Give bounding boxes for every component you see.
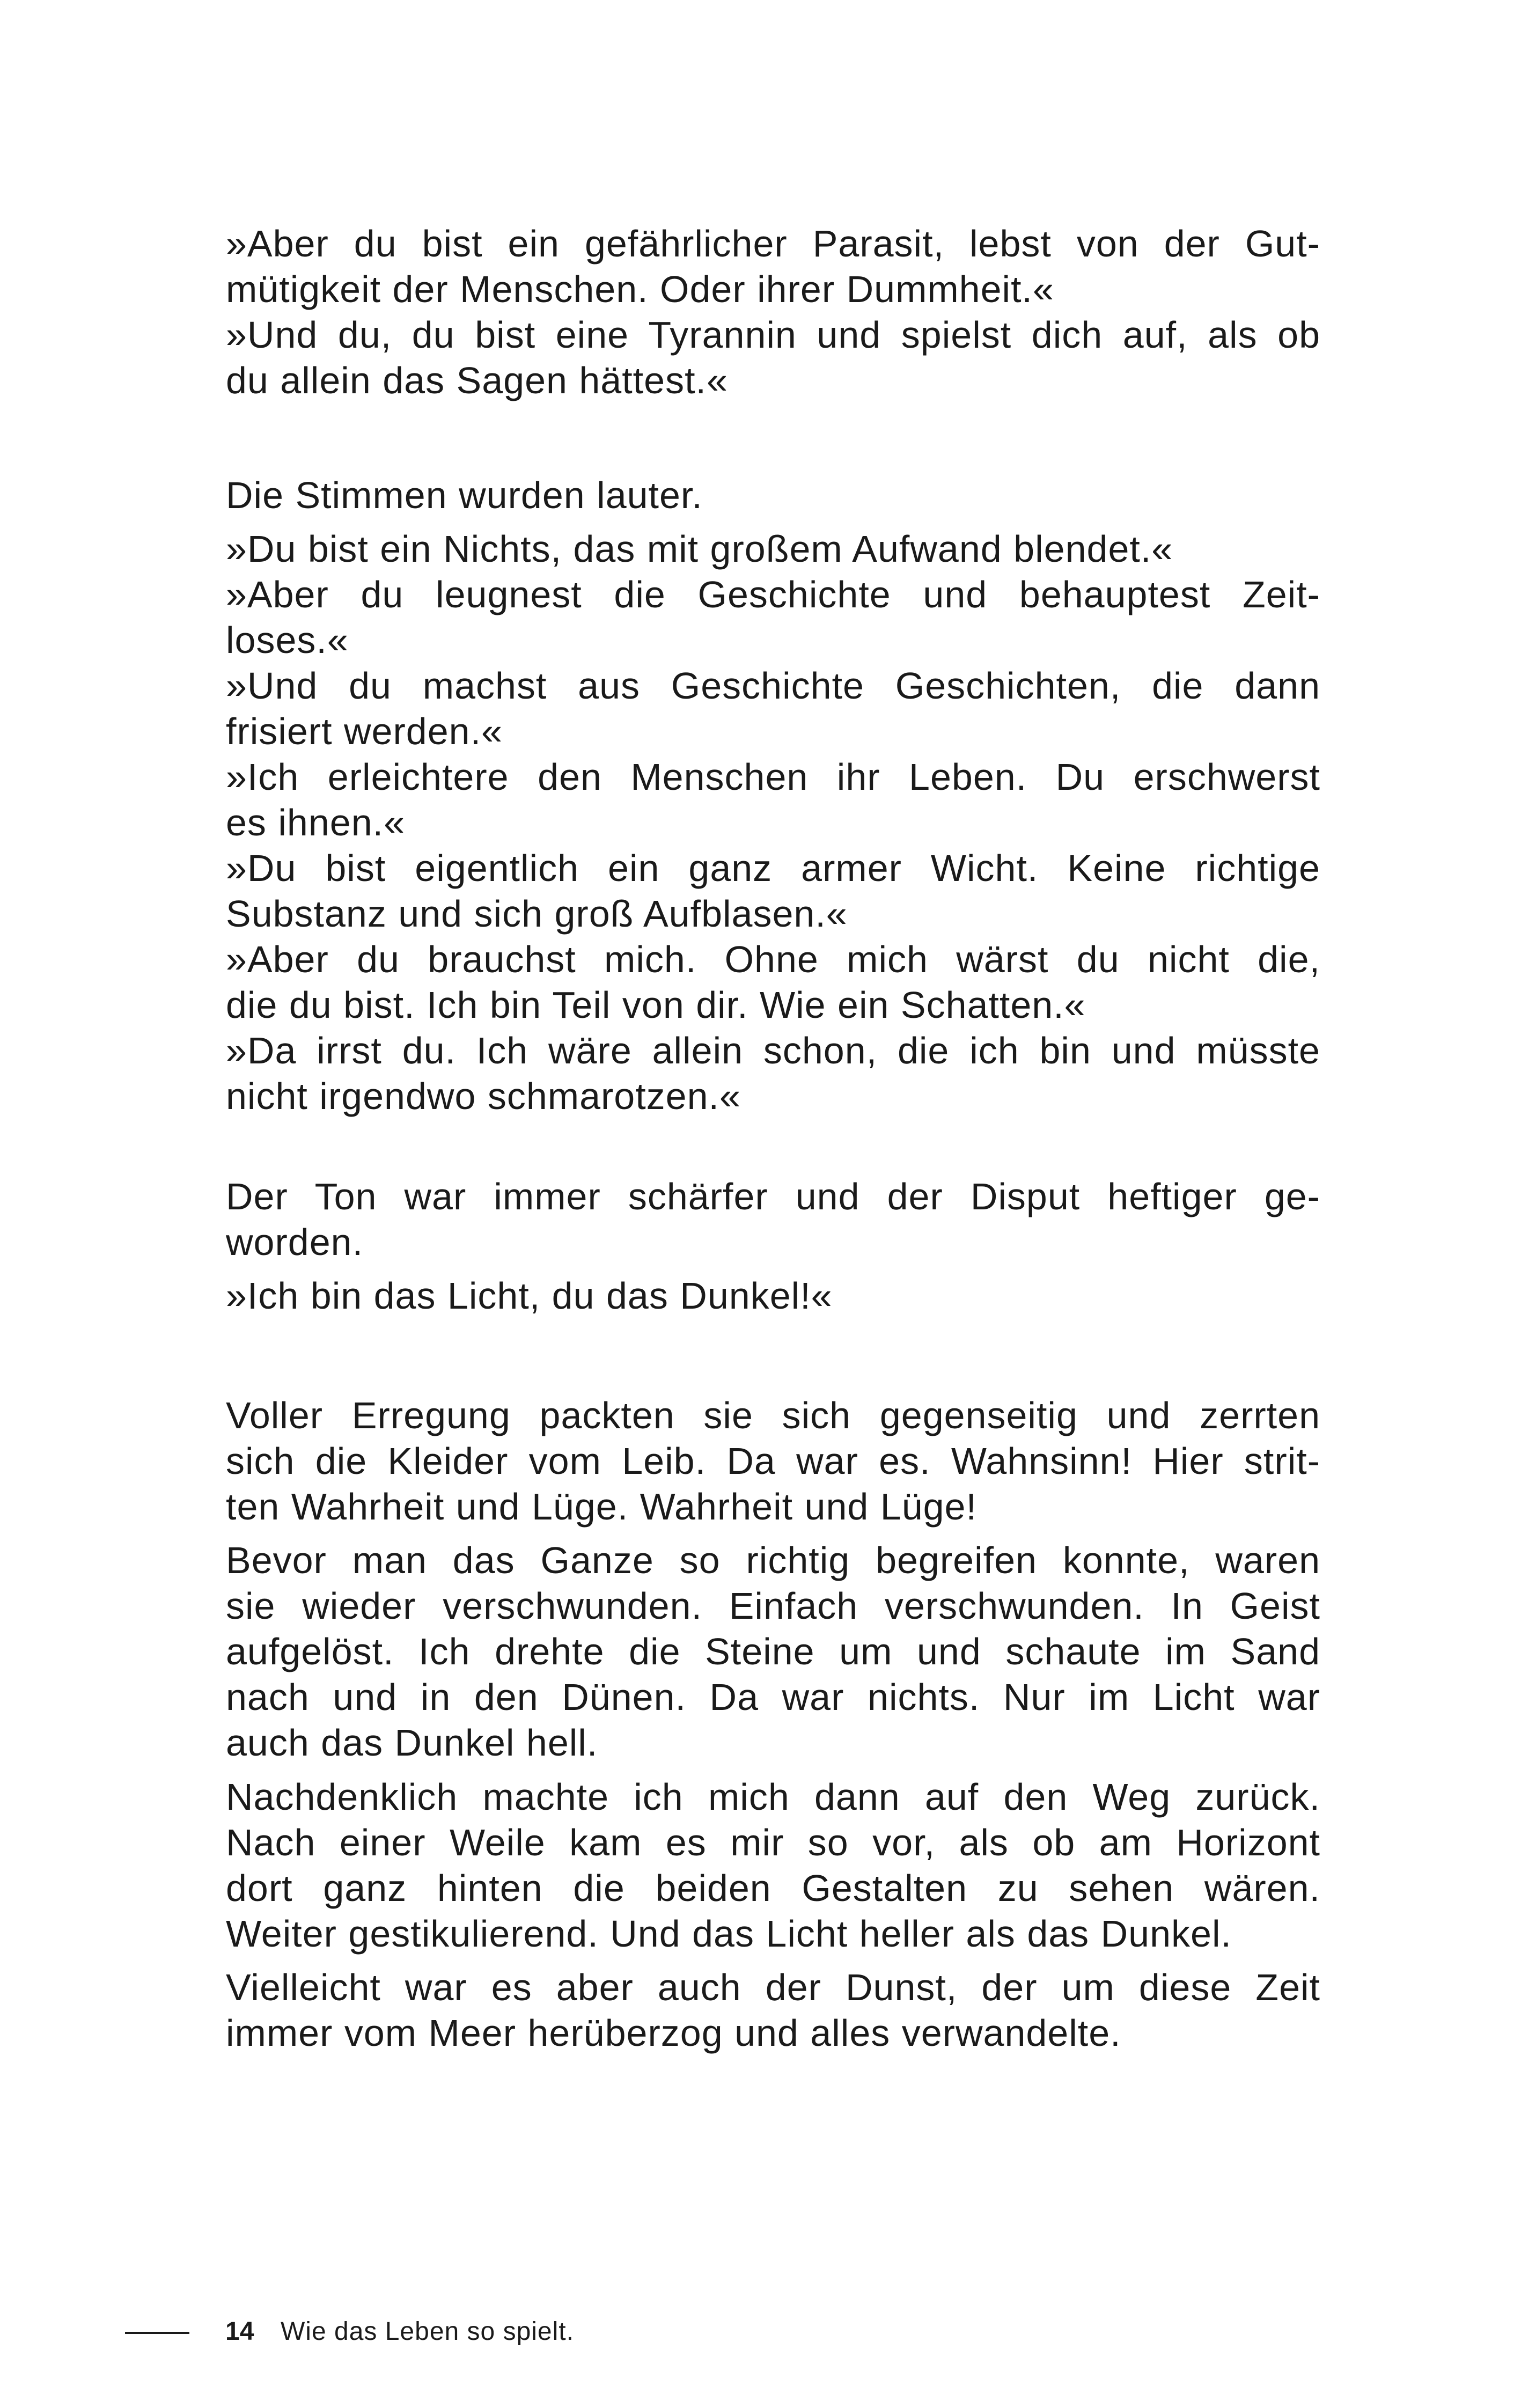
- paragraph: [226, 1273, 1320, 1319]
- text-line: »Ich erleichtere den Menschen ihr Leben. Du erschwerst: [226, 756, 1320, 798]
- page-number: 14: [225, 2317, 254, 2346]
- text-line: »Du bist eigentlich ein ganz armer Wicht. Keine richtige: [226, 847, 1320, 889]
- running-title: Wie das Leben so spielt.: [281, 2317, 574, 2346]
- text-line: Weiter gestikulierend. Und das Licht heller als das Dunkel.: [226, 1913, 1232, 1955]
- text-line: nach und in den Dünen. Da war nichts. Nur im Licht war: [226, 1676, 1320, 1718]
- paragraph: [226, 1774, 1320, 1957]
- text-line: nicht irgendwo schmarotzen.«: [226, 1075, 741, 1117]
- text-line: du allein das Sagen hättest.«: [226, 359, 728, 401]
- text-line: auch das Dunkel hell.: [226, 1722, 598, 1764]
- paragraph: [226, 1965, 1320, 2056]
- text-line: »Aber du leugnest die Geschichte und behauptest Zeit-: [226, 574, 1320, 615]
- text-line: Vielleicht war es aber auch der Dunst, der um diese Zeit: [226, 1966, 1320, 2008]
- footer-rule: [125, 2332, 189, 2334]
- text-line: Substanz und sich groß Aufblasen.«: [226, 893, 848, 935]
- text-line: die du bist. Ich bin Teil von dir. Wie ein Schatten.«: [226, 984, 1086, 1026]
- text-line: mütigkeit der Menschen. Oder ihrer Dummheit.«: [226, 268, 1054, 310]
- paragraph: [226, 473, 1320, 518]
- paragraph: [226, 1174, 1320, 1265]
- text-line: »Du bist ein Nichts, das mit großem Aufwand blendet.«: [226, 528, 1173, 570]
- text-line: »Und du, du bist eine Tyrannin und spielst dich auf, als ob: [226, 314, 1320, 356]
- text-line: Voller Erregung packten sie sich gegenseitig und zerrten: [226, 1394, 1320, 1436]
- text-line: ten Wahrheit und Lüge. Wahrheit und Lüge!: [226, 1486, 977, 1528]
- text-line: »Da irrst du. Ich wäre allein schon, die ich bin und müsste: [226, 1030, 1320, 1071]
- text-line: Nachdenklich machte ich mich dann auf den Weg zurück.: [226, 1776, 1320, 1818]
- text-line: immer vom Meer herüberzog und alles verwandelte.: [226, 2012, 1121, 2054]
- text-line: Bevor man das Ganze so richtig begreifen konnte, waren: [226, 1539, 1320, 1581]
- text-line: »Ich bin das Licht, du das Dunkel!«: [226, 1275, 833, 1317]
- text-line: Die Stimmen wurden lauter.: [226, 474, 703, 516]
- text-line: es ihnen.«: [226, 802, 406, 843]
- text-line: worden.: [226, 1221, 364, 1263]
- text-line: Der Ton war immer schärfer und der Disput heftiger ge-: [226, 1176, 1320, 1217]
- text-line: »Aber du brauchst mich. Ohne mich wärst du nicht die,: [226, 938, 1320, 980]
- text-line: »Aber du bist ein gefährlicher Parasit, lebst von der Gut-: [226, 223, 1320, 265]
- paragraph: [226, 1393, 1320, 1530]
- text-line: frisiert werden.«: [226, 710, 503, 752]
- text-line: Nach einer Weile kam es mir so vor, als ob am Horizont: [226, 1822, 1320, 1863]
- text-line: dort ganz hinten die beiden Gestalten zu sehen wären.: [226, 1867, 1320, 1909]
- text-line: aufgelöst. Ich drehte die Steine um und schaute im Sand: [226, 1631, 1320, 1672]
- paragraph: [226, 221, 1320, 403]
- dialogue-block: [226, 526, 1320, 1119]
- text-line: sich die Kleider vom Leib. Da war es. Wahnsinn! Hier strit-: [226, 1440, 1320, 1482]
- text-line: sie wieder verschwunden. Einfach verschwunden. In Geist: [226, 1585, 1320, 1627]
- paragraph: [226, 1538, 1320, 1766]
- text-line: loses.«: [226, 619, 349, 661]
- text-line: »Und du machst aus Geschichte Geschichten, die dann: [226, 665, 1320, 707]
